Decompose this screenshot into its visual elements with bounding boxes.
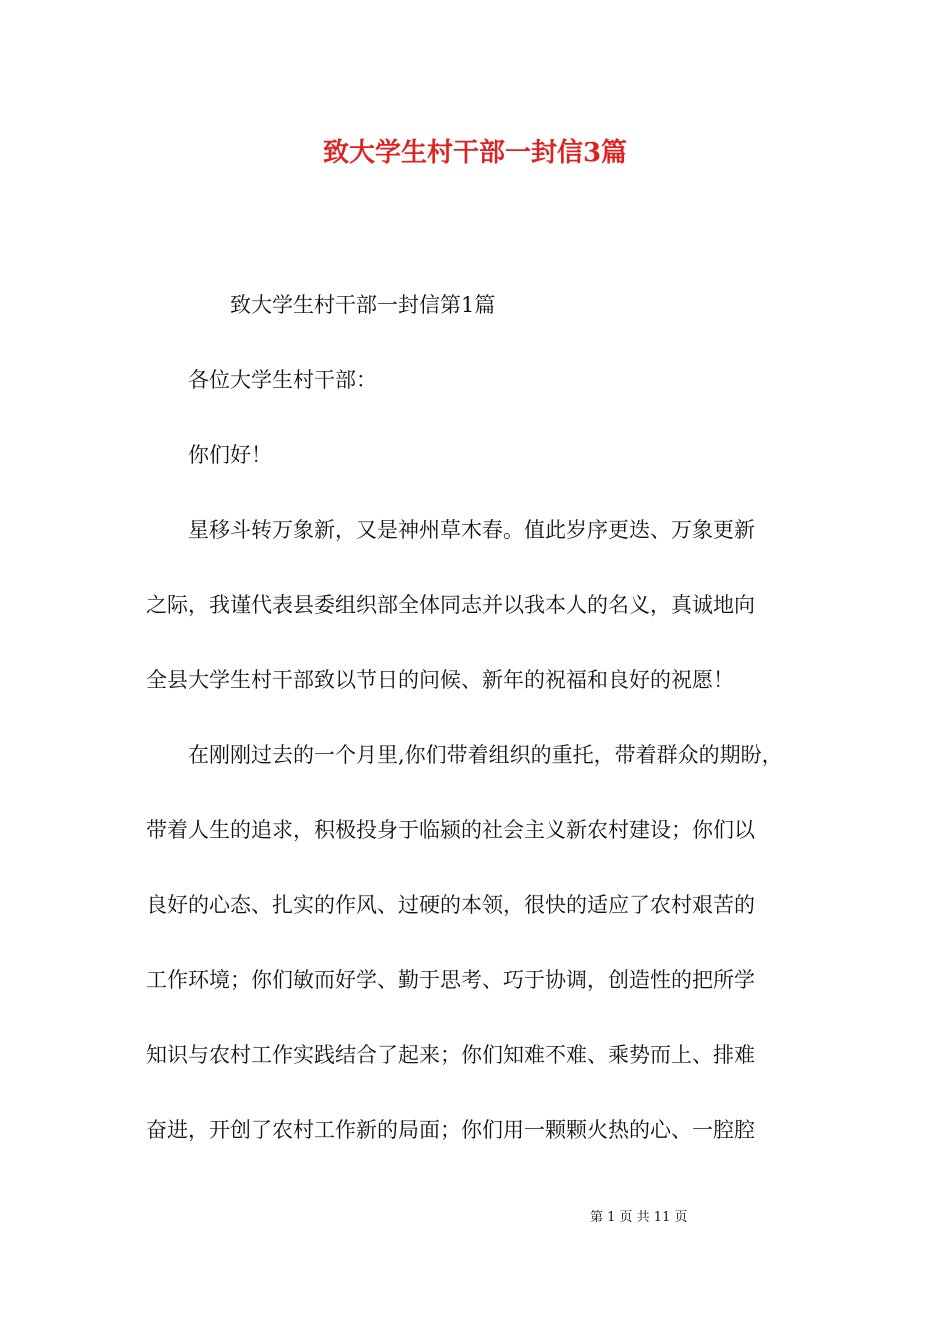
- paragraph-line: 知识与农村工作实践结合了起来；你们知难不难、乘势而上、排难: [146, 1043, 755, 1067]
- paragraph-line: 带着人生的追求，积极投身于临颍的社会主义新农村建设；你们以: [146, 818, 755, 842]
- paragraph-line: 工作环境；你们敏而好学、勤于思考、巧于协调，创造性的把所学: [146, 968, 755, 992]
- paragraph-line: 良好的心态、扎实的作风、过硬的本领，很快的适应了农村艰苦的: [146, 893, 755, 917]
- page-number-footer: 第 1 页 共 11 页: [590, 1210, 688, 1225]
- paragraph-line: 奋进，开创了农村工作新的局面；你们用一颗颗火热的心、一腔腔: [146, 1118, 755, 1142]
- greeting: 你们好！: [188, 443, 272, 467]
- document-title: 致大学生村干部一封信3篇: [322, 138, 628, 168]
- salutation: 各位大学生村干部：: [188, 368, 377, 392]
- paragraph-line: 在刚刚过去的一个月里,你们带着组织的重托，带着群众的期盼，: [188, 743, 783, 767]
- section-subtitle: 致大学生村干部一封信第1篇: [230, 293, 496, 317]
- paragraph-line: 之际，我谨代表县委组织部全体同志并以我本人的名义，真诚地向: [146, 593, 755, 617]
- document-body: [146, 268, 816, 1168]
- paragraph-line: 全县大学生村干部致以节日的问候、新年的祝福和良好的祝愿！: [146, 668, 734, 692]
- paragraph-line: 星移斗转万象新，又是神州草木春。值此岁序更迭、万象更新: [188, 518, 755, 542]
